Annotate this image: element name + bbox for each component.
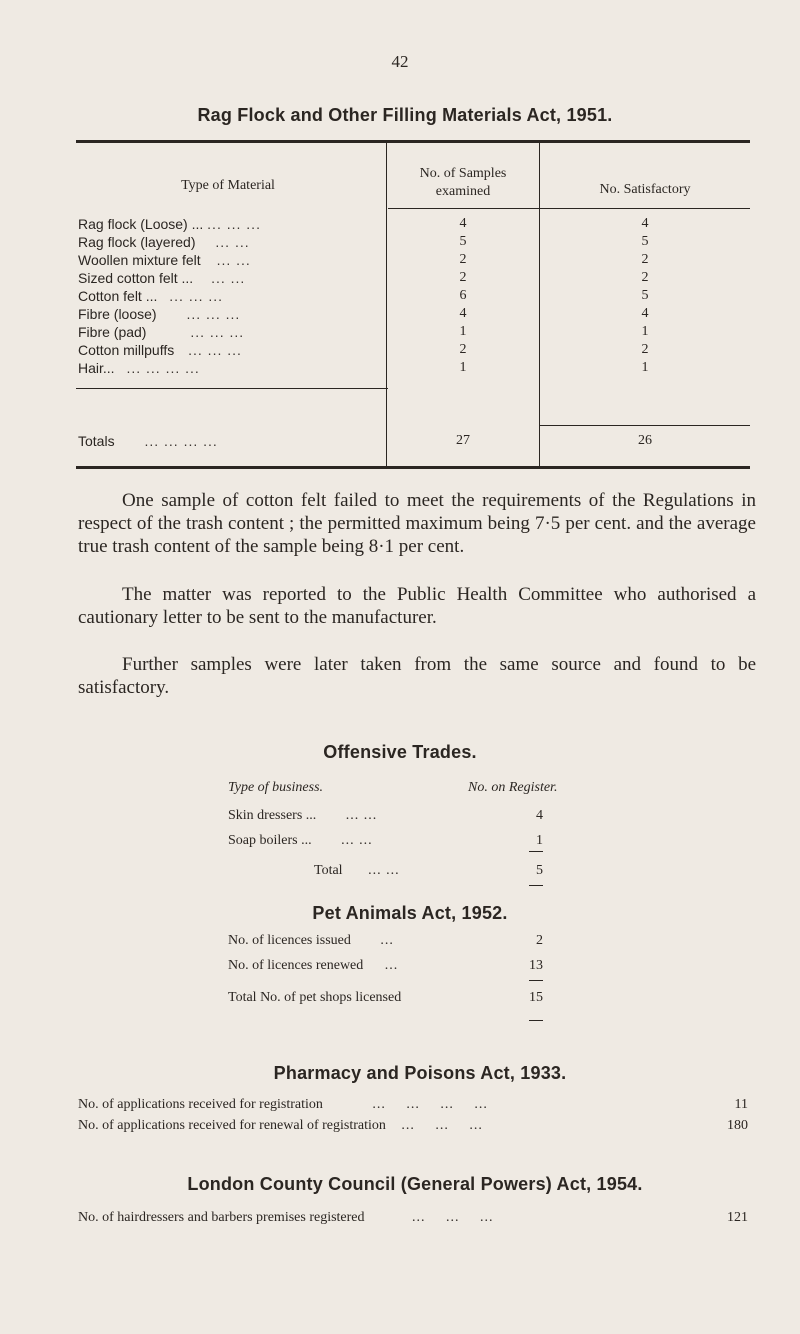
- row-samples: 1: [459, 324, 467, 339]
- leader-dots: ... ... ...: [401, 1118, 483, 1133]
- offensive-trades-title: Offensive Trades.: [323, 742, 477, 762]
- lcc-title: London County Council (General Powers) Act, 1954.: [187, 1174, 643, 1194]
- header-satisfactory: No. Satisfactory: [599, 182, 691, 197]
- pharmacy-label: No. of applications received for renewal of registration: [78, 1118, 386, 1133]
- page-number: 42: [391, 52, 409, 71]
- col-type-of-business: Type of business.: [228, 780, 324, 795]
- pharmacy-label: No. of applications received for registration: [78, 1097, 323, 1112]
- paragraph-trash-content: One sample of cotton felt failed to meet the requirements of the Regulations in respect of the trash content ; the permitted maximum being 7·5 per cent. and the average true trash content of the sample being 8·1 per cent.: [78, 490, 756, 557]
- total-value: 5: [536, 863, 543, 878]
- header-samples-line1: No. of Samples: [419, 166, 507, 181]
- pharmacy-value: 11: [734, 1097, 748, 1112]
- column-divider-1: [386, 143, 387, 468]
- trade-label: Soap boilers ...: [228, 833, 312, 848]
- row-satisfactory: 2: [641, 270, 649, 285]
- row-samples: 2: [459, 342, 467, 357]
- totals-samples: 27: [456, 433, 470, 448]
- pet-animals-title: Pet Animals Act, 1952.: [312, 903, 508, 923]
- row-label: Sized cotton felt ...: [78, 270, 194, 286]
- row-samples: 5: [459, 234, 467, 249]
- leader-dots: ... ... ...: [169, 288, 224, 304]
- col-no-on-register: No. on Register.: [468, 780, 558, 795]
- leader-dots: ... ... ...: [412, 1210, 494, 1225]
- rag-flock-title: Rag Flock and Other Filling Materials Act, 1951.: [197, 105, 613, 125]
- leader-dots: ... ... ...: [190, 324, 245, 340]
- pet-value: 13: [529, 958, 543, 973]
- row-satisfactory: 4: [641, 216, 649, 231]
- paragraph-further-samples: Further samples were later taken from the same source and found to be satisfactory.: [78, 654, 756, 698]
- sum-rule: [529, 980, 543, 981]
- leader-dots: ... ... ...: [188, 342, 242, 358]
- sum-rule: [529, 1020, 543, 1021]
- leader-dots: ... ... ... ...: [144, 433, 218, 449]
- row-satisfactory: 1: [641, 360, 649, 375]
- leader-dots: ... ...: [345, 808, 378, 823]
- leader-dots: ... ... ... ...: [126, 360, 200, 376]
- trade-value: 4: [536, 808, 543, 823]
- leader-dots: ... ...: [341, 833, 373, 848]
- leader-dots: ... ... ...: [186, 306, 241, 322]
- leader-dots: ... ...: [368, 863, 400, 878]
- row-satisfactory: 5: [641, 288, 649, 303]
- row-samples: 6: [459, 288, 467, 303]
- totals-label: Totals: [78, 433, 115, 449]
- row-samples: 2: [459, 270, 467, 285]
- leader-dots: ...: [384, 958, 399, 973]
- row-samples: 1: [459, 360, 467, 375]
- row-label: Hair...: [78, 360, 115, 376]
- leader-dots: ... ... ...: [207, 216, 261, 232]
- totals-rule-right: [539, 425, 750, 426]
- table-bottom-rule: [76, 466, 750, 469]
- trade-label: Skin dressers ...: [228, 808, 317, 823]
- leader-dots: ...: [380, 933, 394, 948]
- row-samples: 4: [459, 216, 467, 231]
- sum-rule: [529, 851, 543, 852]
- pet-label: No. of licences renewed: [228, 958, 364, 973]
- row-label: Fibre (pad): [78, 324, 147, 340]
- row-satisfactory: 5: [641, 234, 649, 249]
- row-satisfactory: 2: [641, 252, 649, 267]
- header-rule: [388, 208, 750, 209]
- header-samples-line2: examined: [435, 184, 491, 199]
- leader-dots: ... ...: [216, 252, 251, 268]
- pet-value: 2: [536, 933, 543, 948]
- paragraph-reported: The matter was reported to the Public Health Committee who authorised a cautionary letter to be sent to the manufacturer.: [78, 584, 756, 628]
- row-label: Fibre (loose): [78, 306, 157, 322]
- total-label: Total: [314, 863, 343, 878]
- row-label: Woollen mixture felt: [78, 252, 201, 268]
- row-label: Rag flock (Loose) ...: [78, 216, 204, 232]
- totals-satisfactory: 26: [638, 433, 652, 448]
- row-label: Cotton millpuffs: [78, 342, 175, 358]
- totals-rule-left: [76, 388, 388, 389]
- row-satisfactory: 4: [641, 306, 649, 321]
- row-samples: 4: [459, 306, 467, 321]
- table-top-rule: [76, 140, 750, 143]
- trade-value: 1: [536, 833, 543, 848]
- pharmacy-title: Pharmacy and Poisons Act, 1933.: [273, 1063, 567, 1083]
- leader-dots: ... ...: [215, 234, 250, 250]
- lcc-value: 121: [727, 1210, 748, 1225]
- row-samples: 2: [459, 252, 467, 267]
- pet-total-label: Total No. of pet shops licensed: [228, 990, 402, 1005]
- row-satisfactory: 2: [641, 342, 649, 357]
- leader-dots: ... ... ... ...: [372, 1097, 488, 1112]
- leader-dots: ... ...: [211, 270, 246, 286]
- row-satisfactory: 1: [641, 324, 649, 339]
- lcc-label: No. of hairdressers and barbers premises registered: [78, 1210, 365, 1225]
- pharmacy-value: 180: [727, 1118, 748, 1133]
- row-label: Rag flock (layered): [78, 234, 196, 250]
- pet-total-value: 15: [529, 990, 543, 1005]
- sum-rule: [529, 885, 543, 886]
- row-label: Cotton felt ...: [78, 288, 158, 304]
- header-type-of-material: Type of Material: [181, 178, 275, 193]
- pet-label: No. of licences issued: [228, 933, 351, 948]
